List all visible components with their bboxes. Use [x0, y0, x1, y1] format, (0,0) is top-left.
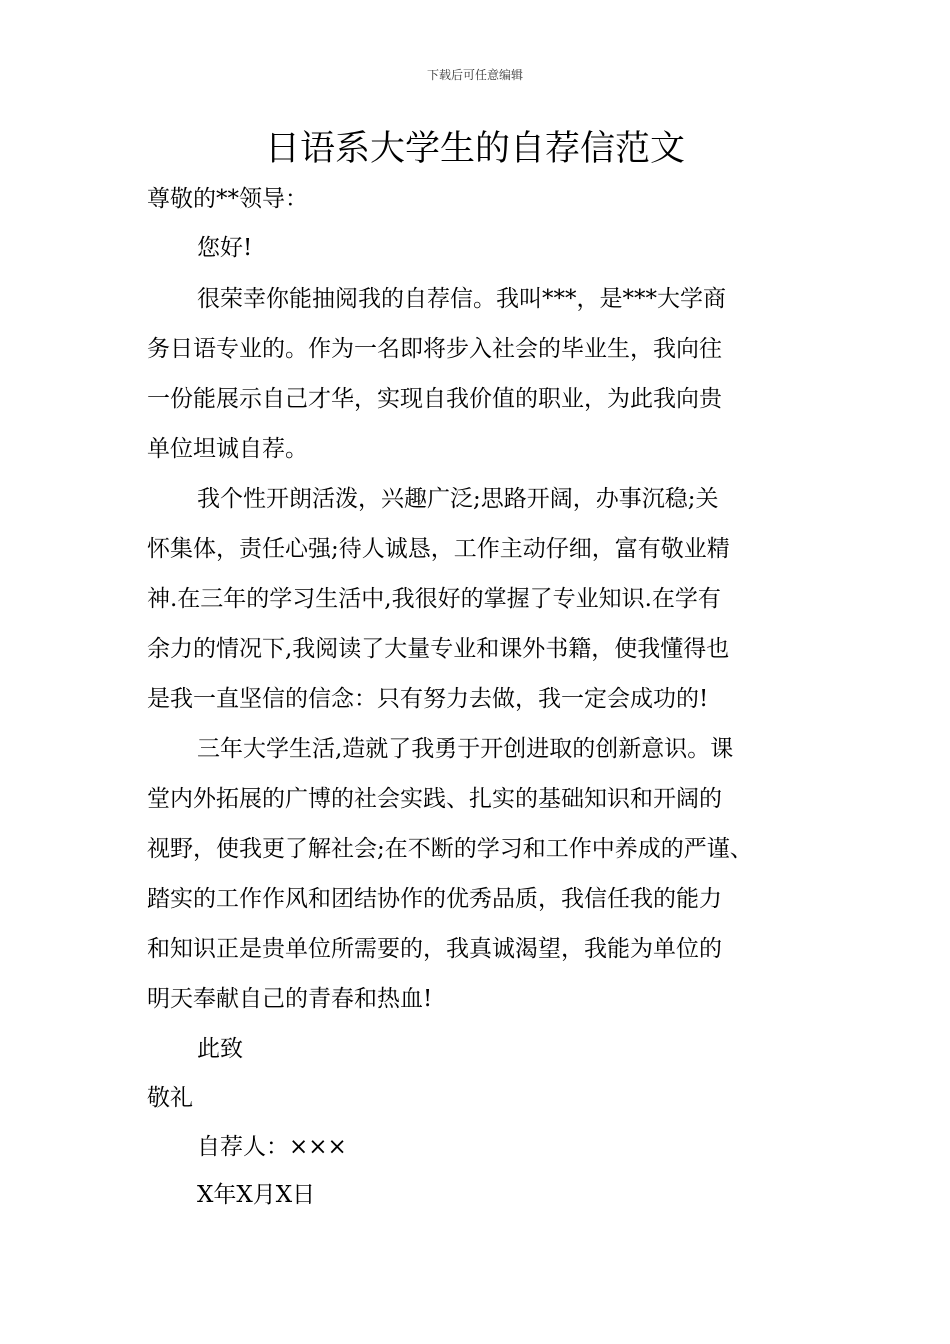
page-title: 日语系大学生的自荐信范文 [264, 129, 685, 169]
paragraph-1-line-4: 单位坦诚自荐。 [147, 436, 308, 462]
paragraph-2-line-2: 怀集体，责任心强;待人诚恳，工作主动仔细，富有敬业精 [147, 536, 730, 562]
paragraph-2-line-4: 余力的情况下,我阅读了大量专业和课外书籍，使我懂得也 [147, 636, 730, 662]
regards: 敬礼 [147, 1085, 193, 1111]
paragraph-1-line-2: 务日语专业的。作为一名即将步入社会的毕业生，我向往 [147, 336, 722, 362]
salutation: 尊敬的**领导： [147, 186, 308, 212]
paragraph-3-line-5: 和知识正是贵单位所需要的，我真诚渴望，我能为单位的 [147, 936, 722, 962]
paragraph-3-line-6: 明天奉献自己的青春和热血! [147, 986, 433, 1012]
date: X年X月X日 [197, 1182, 316, 1208]
paragraph-3-line-4: 踏实的工作作风和团结协作的优秀品质，我信任我的能力 [147, 886, 722, 912]
paragraph-3-line-1: 三年大学生活,造就了我勇于开创进取的创新意识。课 [197, 736, 734, 762]
paragraph-1-line-3: 一份能展示自己才华，实现自我价值的职业，为此我向贵 [147, 386, 722, 412]
paragraph-1-line-1: 很荣幸你能抽阅我的自荐信。我叫***，是***大学商 [197, 286, 726, 312]
paragraph-2-line-1: 我个性开朗活泼，兴趣广泛;思路开阔，办事沉稳;关 [197, 486, 719, 512]
greeting: 您好! [197, 235, 253, 261]
signer: 自荐人：××× [197, 1134, 347, 1160]
closing: 此致 [197, 1036, 243, 1062]
paragraph-2-line-3: 神.在三年的学习生活中,我很好的掌握了专业知识.在学有 [147, 586, 721, 612]
paragraph-3-line-2: 堂内外拓展的广博的社会实践、扎实的基础知识和开阔的 [147, 786, 722, 812]
paragraph-2-line-5: 是我一直坚信的信念：只有努力去做，我一定会成功的! [147, 686, 709, 712]
header-note: 下载后可任意编辑 [426, 68, 523, 82]
paragraph-3-line-3: 视野，使我更了解社会;在不断的学习和工作中养成的严谨、 [147, 836, 753, 862]
